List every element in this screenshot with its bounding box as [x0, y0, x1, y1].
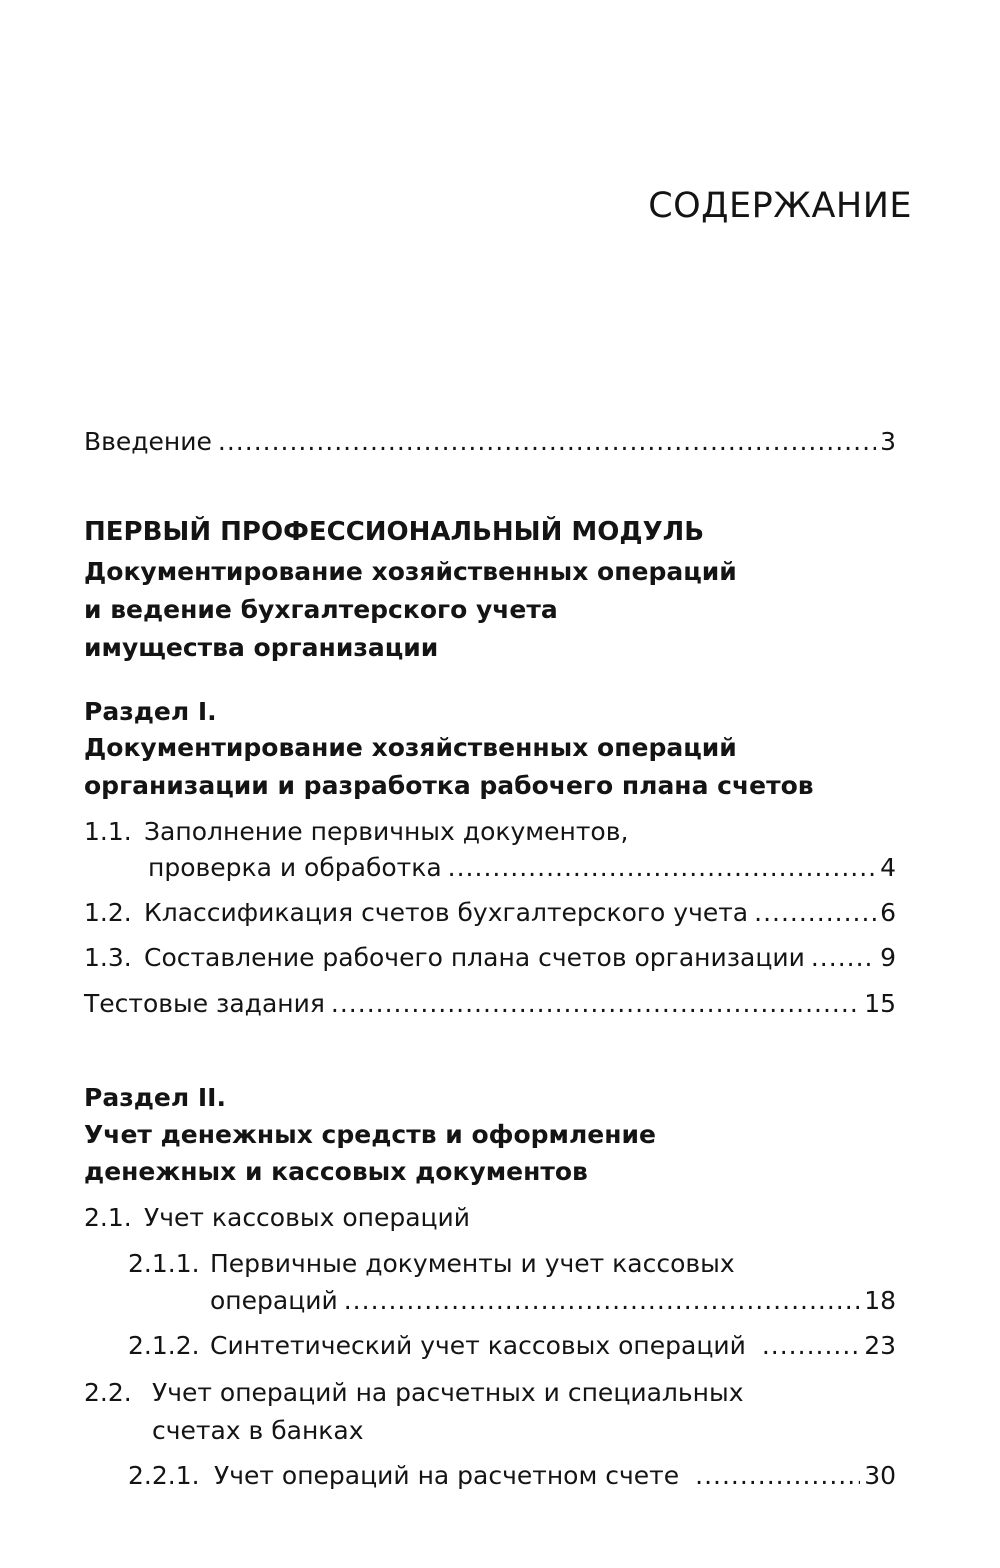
toc-entry [128, 1326, 896, 1366]
toc-entry-number: 2.2.1. [128, 1461, 200, 1490]
section-label: Раздел I. [84, 697, 217, 726]
toc-entry-text: операций [210, 1286, 338, 1315]
toc-entry [128, 1456, 896, 1496]
toc-entry-intro [84, 422, 896, 462]
toc-entry-text: Тестовые задания [84, 989, 325, 1018]
toc-entry-tests [84, 984, 896, 1024]
module-subtitle-line: и ведение бухгалтерского учета [84, 595, 558, 624]
section-title-line: Учет денежных средств и оформление [84, 1120, 656, 1149]
module-subtitle-line: Документирование хозяйственных операций [84, 557, 737, 586]
toc-entry [84, 1373, 744, 1413]
leader-dots [218, 422, 876, 462]
toc-entry [84, 938, 896, 978]
toc-entry-text: Заполнение первичных документов, [144, 817, 629, 846]
toc-entry-number: 1.1. [84, 817, 132, 846]
leader-dots [344, 1281, 860, 1321]
toc-entry-continuation [152, 1411, 364, 1451]
leader-dots [811, 938, 876, 978]
section-title-line: организации и разработка рабочего плана счетов [84, 771, 814, 800]
toc-entry-text: проверка и обработка [148, 853, 442, 882]
toc-entry [84, 893, 896, 933]
toc-page-number: 4 [880, 853, 896, 882]
toc-page-number: 9 [880, 943, 896, 972]
toc-page-number: 18 [864, 1286, 896, 1315]
toc-entry-text: Введение [84, 427, 212, 456]
toc-entry-number: 2.1.1. [128, 1249, 200, 1278]
toc-entry-number: 2.1. [84, 1203, 132, 1232]
toc-entry-number: 2.1.2. [128, 1331, 200, 1360]
toc-entry-number: 2.2. [84, 1378, 132, 1407]
toc-entry-continuation [210, 1281, 896, 1321]
toc-entry-text: Синтетический учет кассовых операций [210, 1331, 746, 1360]
toc-entry-text: Учет операций на расчетных и специальных [152, 1378, 744, 1407]
leader-dots [448, 848, 876, 888]
section-label: Раздел II. [84, 1083, 226, 1112]
toc-page-number: 6 [880, 898, 896, 927]
toc-entry-continuation [148, 848, 896, 888]
leader-dots [762, 1326, 860, 1366]
toc-entry-text: Учет кассовых операций [144, 1203, 471, 1232]
toc-entry-text: Составление рабочего плана счетов организации [144, 943, 805, 972]
page-title: СОДЕРЖАНИЕ [648, 186, 912, 226]
toc-entry-text: Учет операций на расчетном счете [214, 1461, 680, 1490]
toc-entry [84, 812, 628, 852]
section-title-line: денежных и кассовых документов [84, 1157, 588, 1186]
leader-dots [695, 1456, 860, 1496]
toc-entry-text: Классификация счетов бухгалтерского учета [144, 898, 749, 927]
toc-page-number: 30 [864, 1461, 896, 1490]
toc-page-number: 3 [880, 427, 896, 456]
module-heading: ПЕРВЫЙ ПРОФЕССИОНАЛЬНЫЙ МОДУЛЬ [84, 517, 705, 547]
toc-entry [84, 1198, 470, 1238]
module-subtitle-line: имущества организации [84, 633, 439, 662]
toc-entry-text: счетах в банках [152, 1416, 364, 1445]
toc-entry [128, 1244, 735, 1284]
leader-dots [331, 984, 860, 1024]
toc-page-number: 15 [864, 989, 896, 1018]
toc-entry-number: 1.3. [84, 943, 132, 972]
section-title-line: Документирование хозяйственных операций [84, 733, 737, 762]
toc-entry-number: 1.2. [84, 898, 132, 927]
leader-dots [754, 893, 876, 933]
toc-page-number: 23 [864, 1331, 896, 1360]
toc-entry-text: Первичные документы и учет кассовых [210, 1249, 735, 1278]
